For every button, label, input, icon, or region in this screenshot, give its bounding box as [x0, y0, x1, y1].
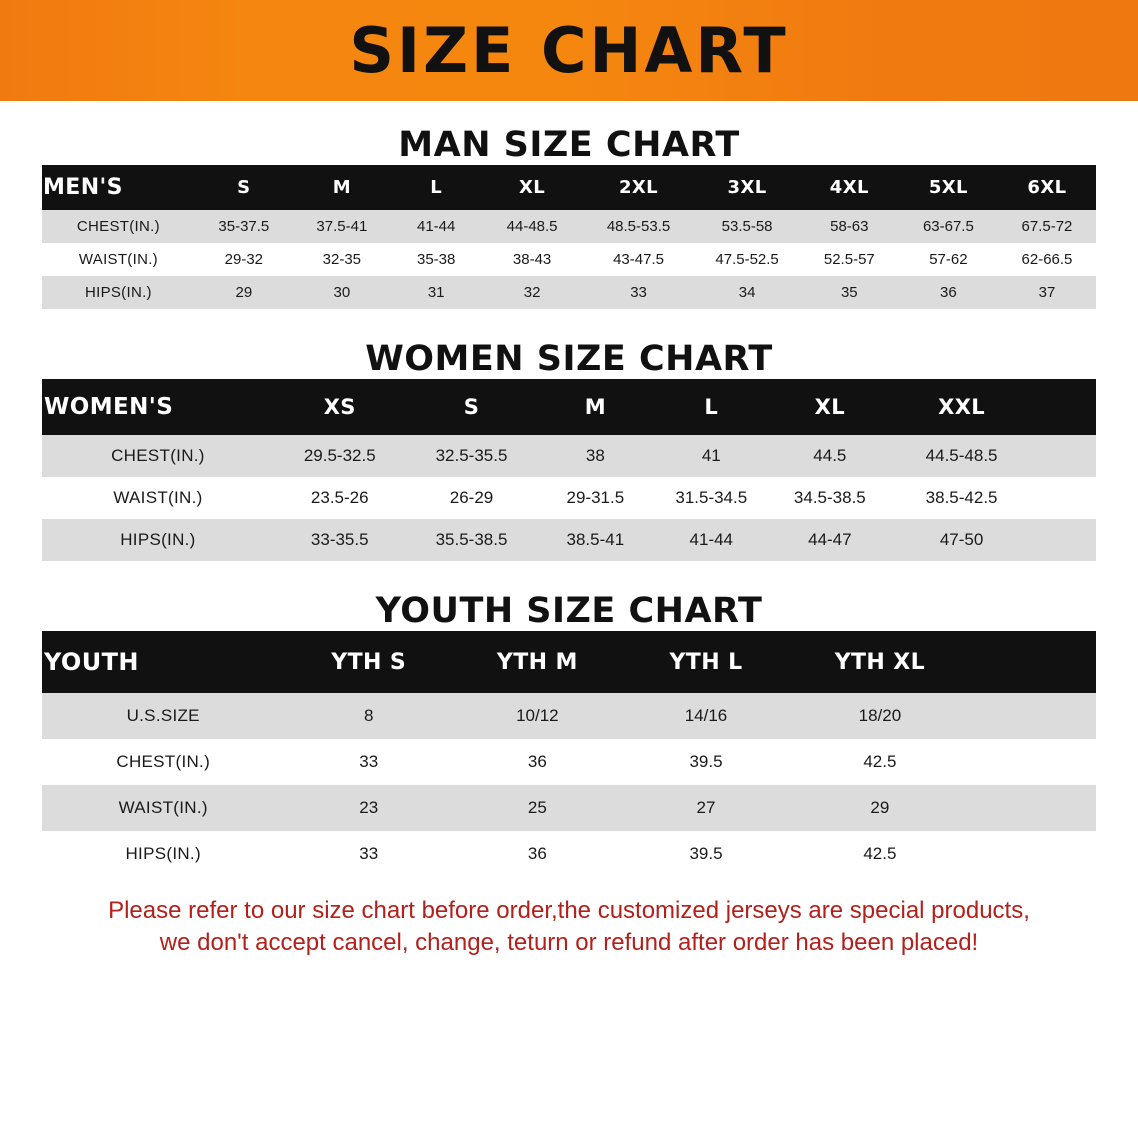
banner — [0, 0, 1138, 101]
table-cell: 29.5-32.5 — [274, 435, 406, 477]
table-header-row — [42, 379, 1096, 435]
table-cell: 44-48.5 — [482, 210, 583, 243]
table-cell: 47-50 — [890, 519, 1032, 561]
table-header-cell: WOMEN'S — [42, 379, 274, 435]
page-title: SIZE CHART — [349, 13, 789, 87]
table-header-row — [42, 631, 1096, 693]
table-header-cell: XS — [274, 379, 406, 435]
women-size-table — [42, 379, 1096, 561]
row-label: CHEST(IN.) — [42, 739, 284, 785]
table-header-cell: YOUTH — [42, 631, 284, 693]
table-cell: 35 — [800, 276, 899, 309]
table-cell: 23.5-26 — [274, 477, 406, 519]
table-cell: 39.5 — [622, 831, 791, 877]
table-cell: 36 — [453, 739, 622, 785]
table-cell: 10/12 — [453, 693, 622, 739]
table-row — [42, 785, 1096, 831]
table-header-cell: XL — [482, 165, 583, 210]
table-cell: 35-38 — [391, 243, 482, 276]
table-row — [42, 243, 1096, 276]
table-cell: 33-35.5 — [274, 519, 406, 561]
table-cell: 47.5-52.5 — [694, 243, 799, 276]
table-cell: 41 — [653, 435, 769, 477]
table-cell: 34.5-38.5 — [769, 477, 890, 519]
table-cell: 38.5-41 — [537, 519, 653, 561]
table-cell: 44.5-48.5 — [890, 435, 1032, 477]
women-section-title: WOMEN SIZE CHART — [365, 339, 773, 379]
table-cell — [1033, 519, 1096, 561]
table-header-row — [42, 165, 1096, 210]
table-cell: 57-62 — [899, 243, 998, 276]
table-cell: 58-63 — [800, 210, 899, 243]
man-section-title: MAN SIZE CHART — [398, 125, 740, 165]
table-cell: 39.5 — [622, 739, 791, 785]
table-cell: 34 — [694, 276, 799, 309]
table-row — [42, 693, 1096, 739]
table-cell: 35-37.5 — [195, 210, 293, 243]
table-cell: 38-43 — [482, 243, 583, 276]
table-cell: 52.5-57 — [800, 243, 899, 276]
table-cell — [969, 831, 1096, 877]
row-label: CHEST(IN.) — [42, 210, 195, 243]
table-header-cell: L — [391, 165, 482, 210]
table-cell: 63-67.5 — [899, 210, 998, 243]
table-cell: 48.5-53.5 — [583, 210, 695, 243]
table-header-cell: XL — [769, 379, 890, 435]
table-header-cell: 4XL — [800, 165, 899, 210]
table-cell: 33 — [284, 831, 453, 877]
table-cell: 44.5 — [769, 435, 890, 477]
women-table-wrap — [0, 379, 1138, 561]
table-cell: 36 — [899, 276, 998, 309]
table-cell: 29-31.5 — [537, 477, 653, 519]
row-label: HIPS(IN.) — [42, 831, 284, 877]
table-row — [42, 519, 1096, 561]
table-cell: 43-47.5 — [583, 243, 695, 276]
table-cell: 33 — [583, 276, 695, 309]
table-row — [42, 831, 1096, 877]
table-header-cell: 3XL — [694, 165, 799, 210]
table-header-cell: XXL — [890, 379, 1032, 435]
table-cell: 37 — [998, 276, 1096, 309]
table-header-cell: S — [195, 165, 293, 210]
youth-size-table — [42, 631, 1096, 877]
table-cell: 31 — [391, 276, 482, 309]
table-cell: 41-44 — [391, 210, 482, 243]
table-cell: 14/16 — [622, 693, 791, 739]
table-cell: 30 — [293, 276, 391, 309]
table-cell: 18/20 — [790, 693, 969, 739]
table-cell: 41-44 — [653, 519, 769, 561]
table-cell: 26-29 — [406, 477, 538, 519]
table-cell: 35.5-38.5 — [406, 519, 538, 561]
man-table-wrap — [0, 165, 1138, 309]
table-row — [42, 477, 1096, 519]
row-label: HIPS(IN.) — [42, 519, 274, 561]
table-cell: 31.5-34.5 — [653, 477, 769, 519]
table-cell — [1033, 477, 1096, 519]
table-cell: 38.5-42.5 — [890, 477, 1032, 519]
table-header-cell: M — [293, 165, 391, 210]
table-cell: 25 — [453, 785, 622, 831]
table-cell: 37.5-41 — [293, 210, 391, 243]
table-cell: 8 — [284, 693, 453, 739]
table-cell: 33 — [284, 739, 453, 785]
table-header-cell: S — [406, 379, 538, 435]
table-header-cell: YTH M — [453, 631, 622, 693]
table-cell — [969, 739, 1096, 785]
table-cell: 38 — [537, 435, 653, 477]
row-label: WAIST(IN.) — [42, 477, 274, 519]
table-cell: 53.5-58 — [694, 210, 799, 243]
row-label: WAIST(IN.) — [42, 243, 195, 276]
table-cell: 29 — [195, 276, 293, 309]
table-cell: 42.5 — [790, 739, 969, 785]
table-row — [42, 276, 1096, 309]
table-header-cell: YTH L — [622, 631, 791, 693]
table-cell — [1033, 435, 1096, 477]
row-label: HIPS(IN.) — [42, 276, 195, 309]
table-header-cell: YTH S — [284, 631, 453, 693]
youth-section-title: YOUTH SIZE CHART — [375, 591, 763, 631]
table-row — [42, 739, 1096, 785]
table-header-cell: YTH XL — [790, 631, 969, 693]
table-header-cell: MEN'S — [42, 165, 195, 210]
table-header-cell: 6XL — [998, 165, 1096, 210]
table-cell: 32-35 — [293, 243, 391, 276]
table-cell: 29 — [790, 785, 969, 831]
table-cell: 23 — [284, 785, 453, 831]
row-label: U.S.SIZE — [42, 693, 284, 739]
table-cell: 36 — [453, 831, 622, 877]
table-cell — [969, 693, 1096, 739]
table-header-cell: M — [537, 379, 653, 435]
table-row — [42, 210, 1096, 243]
table-cell: 32 — [482, 276, 583, 309]
table-cell: 32.5-35.5 — [406, 435, 538, 477]
table-cell: 67.5-72 — [998, 210, 1096, 243]
table-cell: 42.5 — [790, 831, 969, 877]
youth-table-wrap — [0, 631, 1138, 877]
man-size-table — [42, 165, 1096, 309]
row-label: CHEST(IN.) — [42, 435, 274, 477]
table-header-cell: 2XL — [583, 165, 695, 210]
table-header-cell: 5XL — [899, 165, 998, 210]
table-header-cell: L — [653, 379, 769, 435]
table-header-cell — [1033, 379, 1096, 435]
table-cell — [969, 785, 1096, 831]
table-row — [42, 435, 1096, 477]
table-cell: 29-32 — [195, 243, 293, 276]
disclaimer-note — [36, 895, 1102, 960]
disclaimer-line-1: Please refer to our size chart before order,the customized jerseys are special products, — [108, 897, 1030, 924]
table-cell: 27 — [622, 785, 791, 831]
disclaimer-line-2: we don't accept cancel, change, teturn or refund after order has been placed! — [159, 929, 979, 957]
table-cell: 44-47 — [769, 519, 890, 561]
table-header-cell — [969, 631, 1096, 693]
table-cell: 62-66.5 — [998, 243, 1096, 276]
row-label: WAIST(IN.) — [42, 785, 284, 831]
